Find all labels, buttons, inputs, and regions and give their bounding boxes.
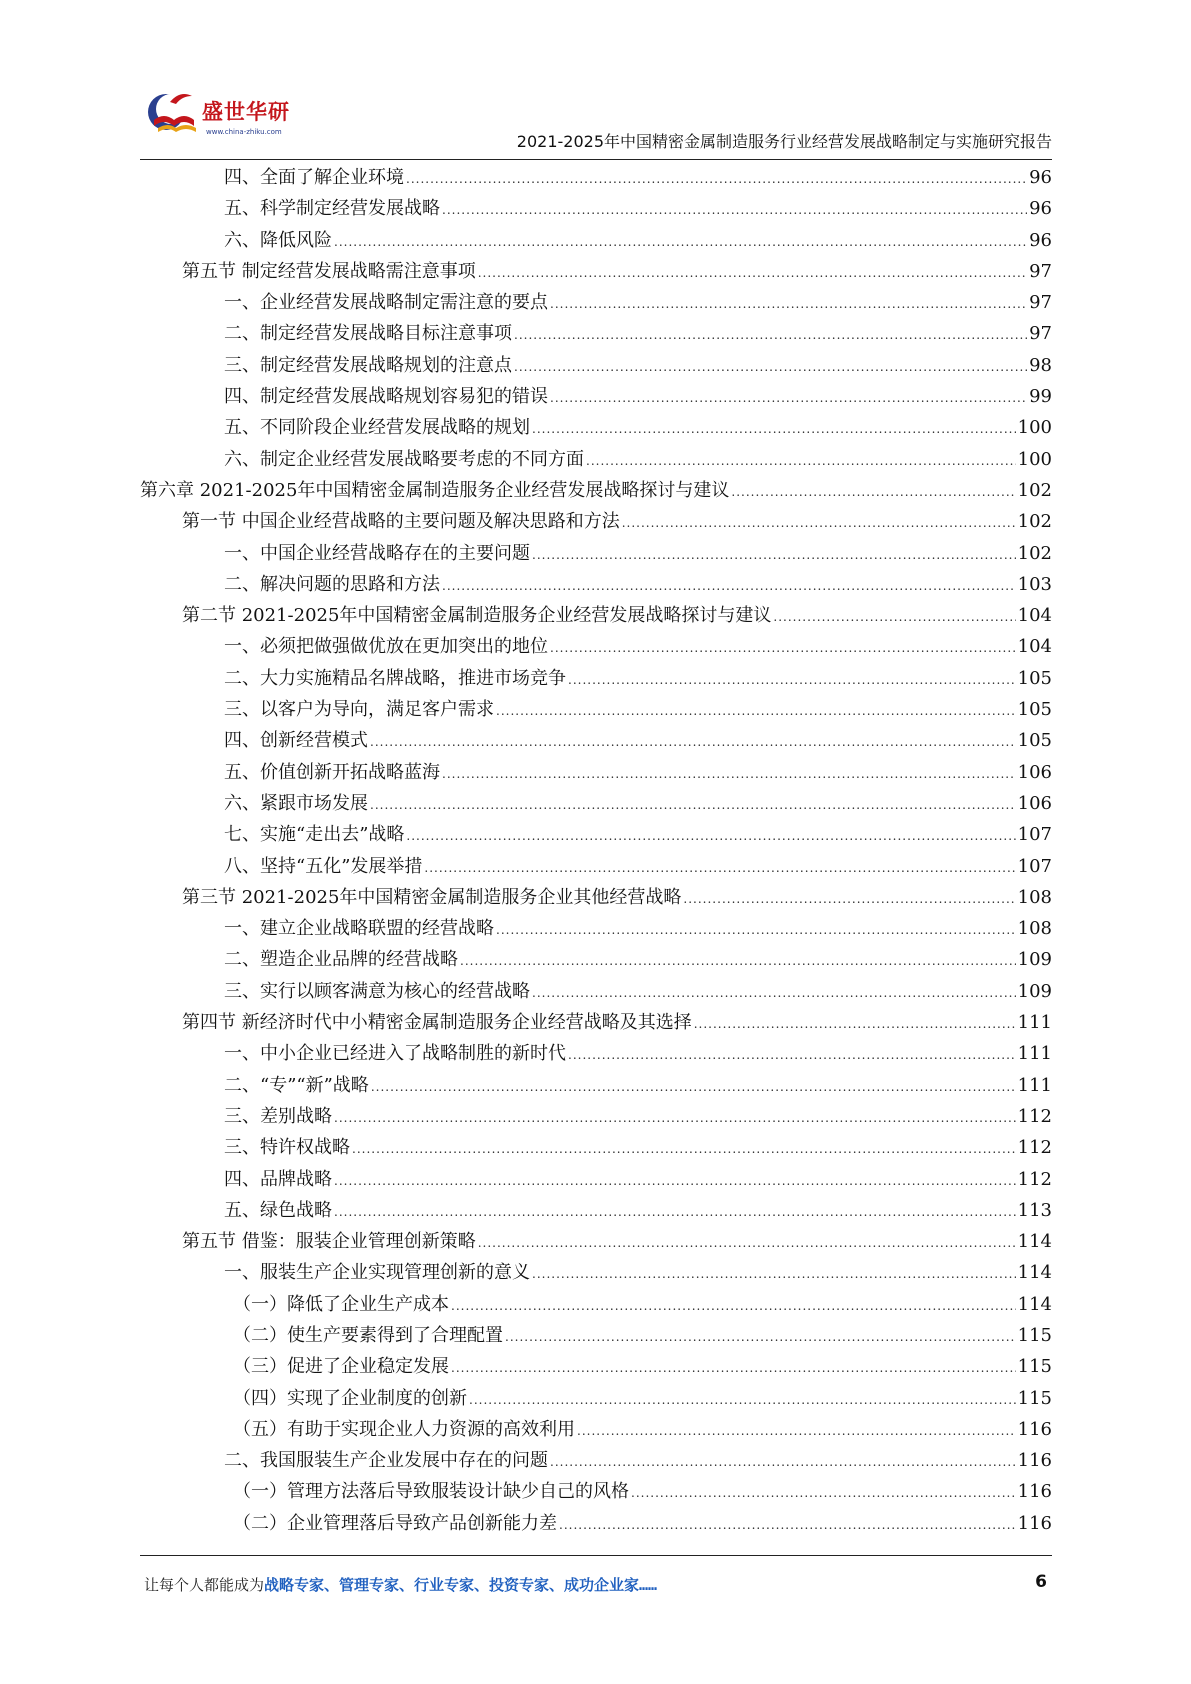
toc-entry[interactable] [140, 913, 1052, 944]
toc-entry[interactable] [140, 444, 1052, 475]
header-divider [140, 159, 1052, 160]
toc-entry-page: 115 [1017, 1324, 1052, 1346]
toc-entry[interactable] [140, 819, 1052, 850]
toc-entry-page: 116 [1017, 1418, 1052, 1440]
toc-dot-leader [478, 1228, 1016, 1259]
toc-dot-leader [442, 195, 1027, 226]
toc-dot-leader [586, 446, 1016, 477]
toc-dot-leader [424, 853, 1015, 884]
toc-entry-title: 四、制定经营发展战略规划容易犯的错误 [224, 386, 548, 408]
toc-entry[interactable] [140, 350, 1052, 381]
toc-entry[interactable] [140, 1226, 1052, 1257]
toc-dot-leader [631, 1478, 1016, 1509]
toc-entry-title: 四、品牌战略 [224, 1168, 332, 1190]
toc-entry[interactable] [140, 1476, 1052, 1507]
toc-entry-title: 二、“专”“新”战略 [224, 1074, 369, 1096]
toc-entry-page: 107 [1017, 824, 1052, 846]
toc-entry-page: 114 [1017, 1293, 1052, 1315]
toc-dot-leader [532, 414, 1016, 445]
toc-entry[interactable] [140, 1038, 1052, 1069]
toc-entry-page: 102 [1017, 479, 1052, 501]
report-title: 2021-2025年中国精密金属制造服务行业经营发展战略制定与实施研究报告 [516, 132, 1052, 151]
toc-entry-title: 五、不同阶段企业经营发展战略的规划 [224, 417, 530, 439]
toc-dot-leader [622, 508, 1016, 539]
toc-entry-title: （二）企业管理落后导致产品创新能力差 [233, 1512, 557, 1534]
toc-entry-page: 97 [1029, 260, 1052, 282]
toc-entry[interactable] [140, 538, 1052, 569]
toc-entry-page: 99 [1029, 386, 1052, 408]
toc-entry-title: （二）使生产要素得到了合理配置 [233, 1324, 503, 1346]
toc-entry-title: （五）有助于实现企业人力资源的高效利用 [233, 1418, 575, 1440]
toc-entry[interactable] [140, 256, 1052, 287]
logo-url: www.china-zhiku.com [206, 128, 282, 136]
toc-dot-leader [694, 1009, 1016, 1040]
toc-entry[interactable] [140, 757, 1052, 788]
toc-dot-leader [370, 790, 1016, 821]
toc-entry-title: 三、特许权战略 [224, 1137, 350, 1159]
toc-entry-page: 106 [1017, 761, 1052, 783]
toc-entry[interactable] [140, 381, 1052, 412]
toc-dot-leader [559, 1510, 1016, 1541]
toc-dot-leader [568, 1040, 1016, 1071]
toc-entry-title: 一、企业经营发展战略制定需注意的要点 [224, 292, 548, 314]
logo [140, 82, 310, 148]
toc-dot-leader [334, 1103, 1016, 1134]
toc-entry-page: 97 [1029, 292, 1052, 314]
toc-entry[interactable] [140, 1195, 1052, 1226]
toc-entry[interactable] [140, 287, 1052, 318]
toc-entry[interactable] [140, 506, 1052, 537]
toc-entry-page: 114 [1017, 1262, 1052, 1284]
toc-dot-leader [532, 978, 1016, 1009]
toc-entry[interactable] [140, 1445, 1052, 1476]
toc-entry-page: 112 [1017, 1137, 1052, 1159]
page-number: 6 [1035, 1572, 1047, 1592]
toc-entry-title: 二、解决问题的思路和方法 [224, 573, 440, 595]
table-of-contents [140, 162, 1052, 1539]
toc-entry-title: 二、制定经营发展战略目标注意事项 [224, 323, 512, 345]
toc-entry[interactable] [140, 944, 1052, 975]
toc-entry[interactable] [140, 694, 1052, 725]
toc-entry-title: 三、制定经营发展战略规划的注意点 [224, 354, 512, 376]
toc-entry-page: 109 [1017, 949, 1052, 971]
toc-entry-title: 三、实行以顾客满意为核心的经营战略 [224, 980, 530, 1002]
toc-dot-leader [505, 1322, 1016, 1353]
toc-entry[interactable] [140, 162, 1052, 193]
toc-entry-page: 102 [1017, 511, 1052, 533]
toc-dot-leader [532, 1259, 1016, 1290]
toc-dot-leader [442, 759, 1016, 790]
toc-entry[interactable] [140, 1257, 1052, 1288]
toc-dot-leader [496, 915, 1016, 946]
toc-entry-page: 112 [1017, 1168, 1052, 1190]
toc-entry-title: 四、创新经营模式 [224, 730, 368, 752]
toc-entry[interactable] [140, 1320, 1052, 1351]
toc-entry-page: 100 [1017, 417, 1052, 439]
toc-entry[interactable] [140, 788, 1052, 819]
toc-entry-page: 115 [1017, 1356, 1052, 1378]
toc-entry-title: 五、绿色战略 [224, 1199, 332, 1221]
toc-entry-title: 三、以客户为导向，满足客户需求 [224, 699, 494, 721]
toc-dot-leader [442, 571, 1016, 602]
toc-entry[interactable] [140, 1383, 1052, 1414]
toc-dot-leader [550, 289, 1027, 320]
toc-entry-title: 第六章 2021-2025年中国精密金属制造服务企业经营发展战略探讨与建议 [140, 479, 730, 501]
toc-entry-title: （四）实现了企业制度的创新 [233, 1387, 467, 1409]
toc-entry-page: 96 [1029, 167, 1052, 188]
toc-entry[interactable] [140, 193, 1052, 224]
toc-dot-leader [406, 821, 1015, 852]
toc-dot-leader [370, 727, 1016, 758]
toc-entry-page: 111 [1017, 1012, 1052, 1034]
toc-entry-page: 96 [1029, 229, 1052, 251]
toc-entry-page: 105 [1017, 667, 1052, 689]
toc-entry[interactable] [140, 412, 1052, 443]
toc-entry-title: 一、服装生产企业实现管理创新的意义 [224, 1262, 530, 1284]
toc-entry-page: 100 [1017, 448, 1052, 470]
footer-slogan [144, 1574, 657, 1595]
toc-entry-page: 109 [1017, 980, 1052, 1002]
toc-entry-page: 97 [1029, 323, 1052, 345]
toc-dot-leader [406, 164, 1027, 195]
toc-dot-leader [550, 633, 1016, 664]
toc-entry-title: 四、全面了解企业环境 [224, 167, 404, 188]
toc-entry-title: （一）管理方法落后导致服装设计缺少自己的风格 [233, 1481, 629, 1503]
toc-dot-leader [550, 1447, 1016, 1478]
toc-entry-title: 一、必须把做强做优放在更加突出的地位 [224, 636, 548, 658]
toc-entry[interactable] [140, 569, 1052, 600]
toc-entry-title: 第三节 2021-2025年中国精密金属制造服务企业其他经营战略 [182, 886, 682, 908]
toc-dot-leader [334, 1166, 1016, 1197]
toc-entry-page: 116 [1017, 1512, 1052, 1534]
toc-entry[interactable] [140, 1508, 1052, 1539]
toc-entry[interactable] [140, 725, 1052, 756]
toc-entry-page: 114 [1017, 1231, 1052, 1253]
toc-entry-page: 98 [1029, 354, 1052, 376]
toc-entry-page: 105 [1017, 730, 1052, 752]
toc-entry-title: 第五节 制定经营发展战略需注意事项 [182, 260, 476, 282]
toc-dot-leader [514, 352, 1027, 383]
toc-entry-page: 111 [1017, 1074, 1052, 1096]
toc-entry[interactable] [140, 1070, 1052, 1101]
toc-entry-page: 106 [1017, 792, 1052, 814]
toc-entry-title: 七、实施“走出去”战略 [224, 824, 405, 846]
toc-entry[interactable] [140, 663, 1052, 694]
toc-dot-leader [577, 1416, 1016, 1447]
toc-entry-title: 第四节 新经济时代中小精密金属制造服务企业经营战略及其选择 [182, 1012, 692, 1034]
toc-entry-title: 八、坚持“五化”发展举措 [224, 855, 423, 877]
toc-entry-page: 102 [1017, 542, 1052, 564]
toc-entry-title: （三）促进了企业稳定发展 [233, 1356, 449, 1378]
toc-dot-leader [514, 320, 1027, 351]
toc-entry[interactable] [140, 851, 1052, 882]
toc-dot-leader [460, 946, 1016, 977]
toc-entry[interactable] [140, 225, 1052, 256]
toc-entry-title: 六、降低风险 [224, 229, 332, 251]
toc-entry[interactable] [140, 318, 1052, 349]
toc-entry-title: 六、紧跟市场发展 [224, 792, 368, 814]
toc-entry[interactable] [140, 1007, 1052, 1038]
toc-dot-leader [550, 383, 1027, 414]
toc-dot-leader [352, 1134, 1016, 1165]
toc-entry-title: 一、中小企业已经进入了战略制胜的新时代 [224, 1043, 566, 1065]
toc-dot-leader [568, 665, 1016, 696]
toc-dot-leader [532, 540, 1016, 571]
toc-entry-page: 96 [1029, 198, 1052, 220]
toc-entry[interactable] [140, 475, 1052, 506]
toc-entry[interactable] [140, 1289, 1052, 1320]
toc-entry-title: 第一节 中国企业经营战略的主要问题及解决思路和方法 [182, 511, 620, 533]
toc-entry-page: 104 [1017, 605, 1052, 627]
toc-entry-page: 112 [1017, 1105, 1052, 1127]
toc-entry[interactable] [140, 1164, 1052, 1195]
toc-entry[interactable] [140, 976, 1052, 1007]
footer-slogan-lead: 让每个人都能成为 [144, 1576, 265, 1594]
toc-dot-leader [469, 1385, 1016, 1416]
toc-entry-page: 108 [1017, 918, 1052, 940]
toc-entry-title: 第五节 借鉴：服装企业管理创新策略 [182, 1231, 476, 1253]
toc-dot-leader [371, 1072, 1016, 1103]
toc-entry-page: 107 [1017, 855, 1052, 877]
logo-emblem-icon [140, 82, 204, 146]
toc-entry-page: 104 [1017, 636, 1052, 658]
toc-dot-leader [478, 258, 1027, 289]
toc-dot-leader [451, 1353, 1016, 1384]
toc-entry-page: 108 [1017, 886, 1052, 908]
toc-entry-page: 105 [1017, 699, 1052, 721]
toc-entry-page: 116 [1017, 1450, 1052, 1472]
toc-entry-title: （一）降低了企业生产成本 [233, 1293, 449, 1315]
toc-dot-leader [731, 477, 1015, 508]
toc-entry-title: 五、科学制定经营发展战略 [224, 198, 440, 220]
toc-entry[interactable] [140, 1414, 1052, 1445]
footer-slogan-emphasis: 战略专家、管理专家、行业专家、投资专家、成功企业家…… [264, 1576, 658, 1594]
footer-divider [140, 1555, 1052, 1556]
toc-entry-title: 一、建立企业战略联盟的经营战略 [224, 918, 494, 940]
toc-entry-title: 五、价值创新开拓战略蓝海 [224, 761, 440, 783]
toc-entry-page: 115 [1017, 1387, 1052, 1409]
toc-entry-title: 二、塑造企业品牌的经营战略 [224, 949, 458, 971]
toc-entry[interactable] [140, 1351, 1052, 1382]
toc-dot-leader [773, 602, 1015, 633]
page-header [140, 82, 1052, 162]
toc-entry[interactable] [140, 1132, 1052, 1163]
toc-entry-page: 103 [1017, 573, 1052, 595]
toc-entry-page: 111 [1017, 1043, 1052, 1065]
toc-entry-title: 三、差别战略 [224, 1105, 332, 1127]
toc-entry-title: 二、大力实施精品名牌战略，推进市场竞争 [224, 667, 566, 689]
toc-dot-leader [683, 884, 1015, 915]
toc-entry-page: 113 [1017, 1199, 1052, 1221]
toc-entry-title: 二、我国服装生产企业发展中存在的问题 [224, 1450, 548, 1472]
toc-entry-title: 一、中国企业经营战略存在的主要问题 [224, 542, 530, 564]
toc-entry[interactable] [140, 631, 1052, 662]
toc-dot-leader [334, 1197, 1016, 1228]
toc-dot-leader [451, 1291, 1016, 1322]
toc-entry-page: 116 [1017, 1481, 1052, 1503]
toc-entry[interactable] [140, 882, 1052, 913]
toc-entry-title: 六、制定企业经营发展战略要考虑的不同方面 [224, 448, 584, 470]
toc-dot-leader [334, 227, 1027, 258]
logo-title: 盛世华研 [202, 100, 290, 124]
toc-entry[interactable] [140, 600, 1052, 631]
toc-entry-title: 第二节 2021-2025年中国精密金属制造服务企业经营发展战略探讨与建议 [182, 605, 772, 627]
toc-dot-leader [496, 696, 1016, 727]
toc-entry[interactable] [140, 1101, 1052, 1132]
